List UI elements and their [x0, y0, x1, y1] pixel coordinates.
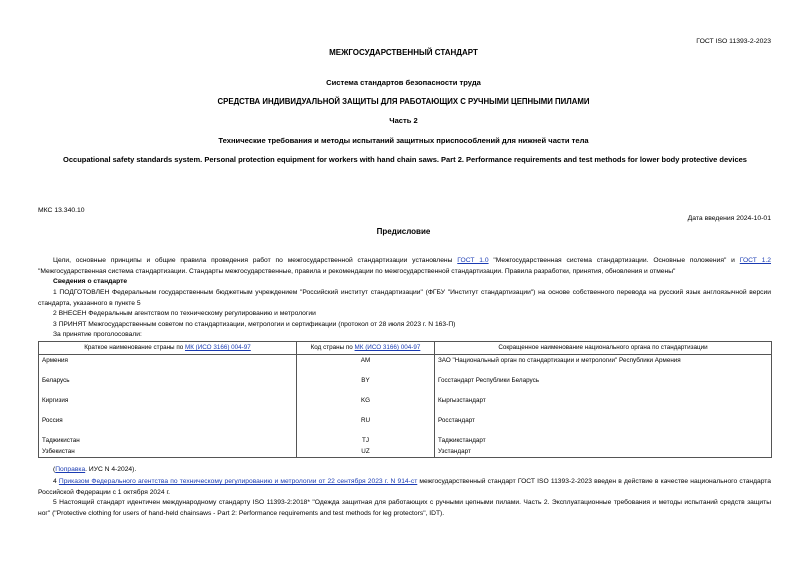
table-row	[39, 435, 772, 446]
amendment-text-end: . ИУС N 4-2024).	[85, 466, 137, 473]
body-cell: ЗАО "Национальный орган по стандартизации и метрологии" Республики Армения	[435, 355, 772, 375]
column-header-text: Код страны по	[310, 344, 355, 351]
document-subtitle: Технические требования и методы испытаний защитных приспособлений для нижней части тела	[218, 136, 589, 145]
voting-countries-table	[38, 341, 772, 458]
code-cell: AM	[297, 355, 435, 375]
effective-date: Дата введения 2024-10-01	[687, 215, 771, 222]
body-cell: Госстандарт Республики Беларусь	[435, 375, 772, 395]
standard-type: МЕЖГОСУДАРСТВЕННЫЙ СТАНДАРТ	[329, 48, 478, 57]
intro-text: Цели, основные принципы и общие правила проведения работ по межгосударственной стандартизации установлены	[53, 257, 458, 264]
mk-iso-link[interactable]: МК (ИСО 3166) 004-97	[354, 344, 421, 351]
body-cell: Кыргызстандарт	[435, 395, 772, 415]
body-cell: Росстандарт	[435, 415, 772, 435]
gost-1-2-link[interactable]: ГОСТ 1.2	[739, 257, 772, 264]
body-cell: Узстандарт	[435, 446, 772, 458]
column-header-body: Сокращенное наименование национального органа по стандартизации	[435, 342, 772, 355]
table-row	[39, 395, 772, 415]
body-cell: Таджикстандарт	[435, 435, 772, 446]
column-header-text: Краткое наименование страны по	[84, 344, 185, 351]
item-4-enacted	[38, 477, 771, 498]
preface-heading: Предисловие	[376, 227, 431, 236]
code-cell: BY	[297, 375, 435, 395]
code-cell: KG	[297, 395, 435, 415]
item-5-identical: 5 Настоящий стандарт идентичен международному стандарту ISO 11393-2:2018* "Одежда защитная для работающих с ручными цепными пилами. Часть 2. Эксплуатационные требования и методы испытаний средств защиты ног" ("Protective clothing for users of hand-held chainsaws - Part 2: Performance requirements and test methods for leg protectors", IDT).	[38, 499, 771, 517]
country-cell: Беларусь	[39, 375, 297, 395]
code-cell: UZ	[297, 446, 435, 458]
standards-system: Система стандартов безопасности труда	[326, 78, 481, 87]
gost-1-0-link[interactable]: ГОСТ 1.0	[457, 257, 489, 264]
amendment-note	[38, 465, 771, 476]
intro-text-mid: "Межгосударственная система стандартизации. Основные положения" и	[488, 257, 740, 264]
item-1-prepared: 1 ПОДГОТОВЛЕН Федеральным государственным бюджетным учреждением "Российский институт стандартизации" (ФГБУ "Институт стандартизации") на основе собственного перевода на русский язык англоязычной версии стандарта, указанного в пункте 5	[38, 289, 771, 307]
country-cell: Киргизия	[39, 395, 297, 415]
english-title: Occupational safety standards system. Personal protection equipment for workers with hand chain saws. Part 2. Performance requirements and test methods for lower body protective devices	[63, 155, 747, 164]
part-label: Часть 2	[389, 116, 418, 125]
country-cell: Армения	[39, 355, 297, 375]
intro-text-end: "Межгосударственная система стандартизации. Стандарты межгосударственные, правила и рекомендации по межгосударственной стандартизации. Правила разработки, принятия, обновления и отмены"	[38, 267, 676, 275]
table-row	[39, 415, 772, 435]
preface-intro	[38, 256, 771, 277]
country-cell: Россия	[39, 415, 297, 435]
table-row	[39, 375, 772, 395]
mk-iso-link[interactable]: МК (ИСО 3166) 004-97	[184, 344, 251, 351]
amendment-link[interactable]: Поправка	[55, 466, 86, 473]
item-2-submitted: 2 ВНЕСЕН Федеральным агентством по техническому регулированию и метрологии	[53, 310, 316, 317]
code-cell: TJ	[297, 435, 435, 446]
table-row	[39, 446, 772, 458]
table-header-row	[39, 342, 772, 355]
document-code: ГОСТ ISO 11393-2-2023	[696, 38, 771, 45]
item-4-text: межгосударственный стандарт ГОСТ ISO 11393-2-2023 введен в действие в качестве национального стандарта Российской Федерации с 1 октября 2024 г.	[38, 478, 772, 496]
item-4-number: 4	[53, 478, 59, 485]
amendment-text: (	[53, 466, 56, 473]
order-link[interactable]: Приказом Федерального агентства по техническому регулированию и метрологии от 22 сентября 2023 г. N 914-ст	[58, 478, 418, 485]
voted-label: За принятие проголосовали:	[53, 331, 142, 338]
about-standard-heading: Сведения о стандарте	[53, 278, 128, 285]
country-cell: Таджикистан	[39, 435, 297, 446]
column-header-country	[39, 342, 297, 355]
mks-code: МКС 13.340.10	[38, 207, 85, 214]
column-header-code	[297, 342, 435, 355]
country-cell: Узбекистан	[39, 446, 297, 458]
code-cell: RU	[297, 415, 435, 435]
item-3-adopted: 3 ПРИНЯТ Межгосударственным советом по стандартизации, метрологии и сертификации (протокол от 28 июля 2023 г. N 163-П)	[53, 321, 456, 328]
table-row	[39, 355, 772, 375]
document-title: СРЕДСТВА ИНДИВИДУАЛЬНОЙ ЗАЩИТЫ ДЛЯ РАБОТАЮЩИХ С РУЧНЫМИ ЦЕПНЫМИ ПИЛАМИ	[217, 97, 590, 106]
